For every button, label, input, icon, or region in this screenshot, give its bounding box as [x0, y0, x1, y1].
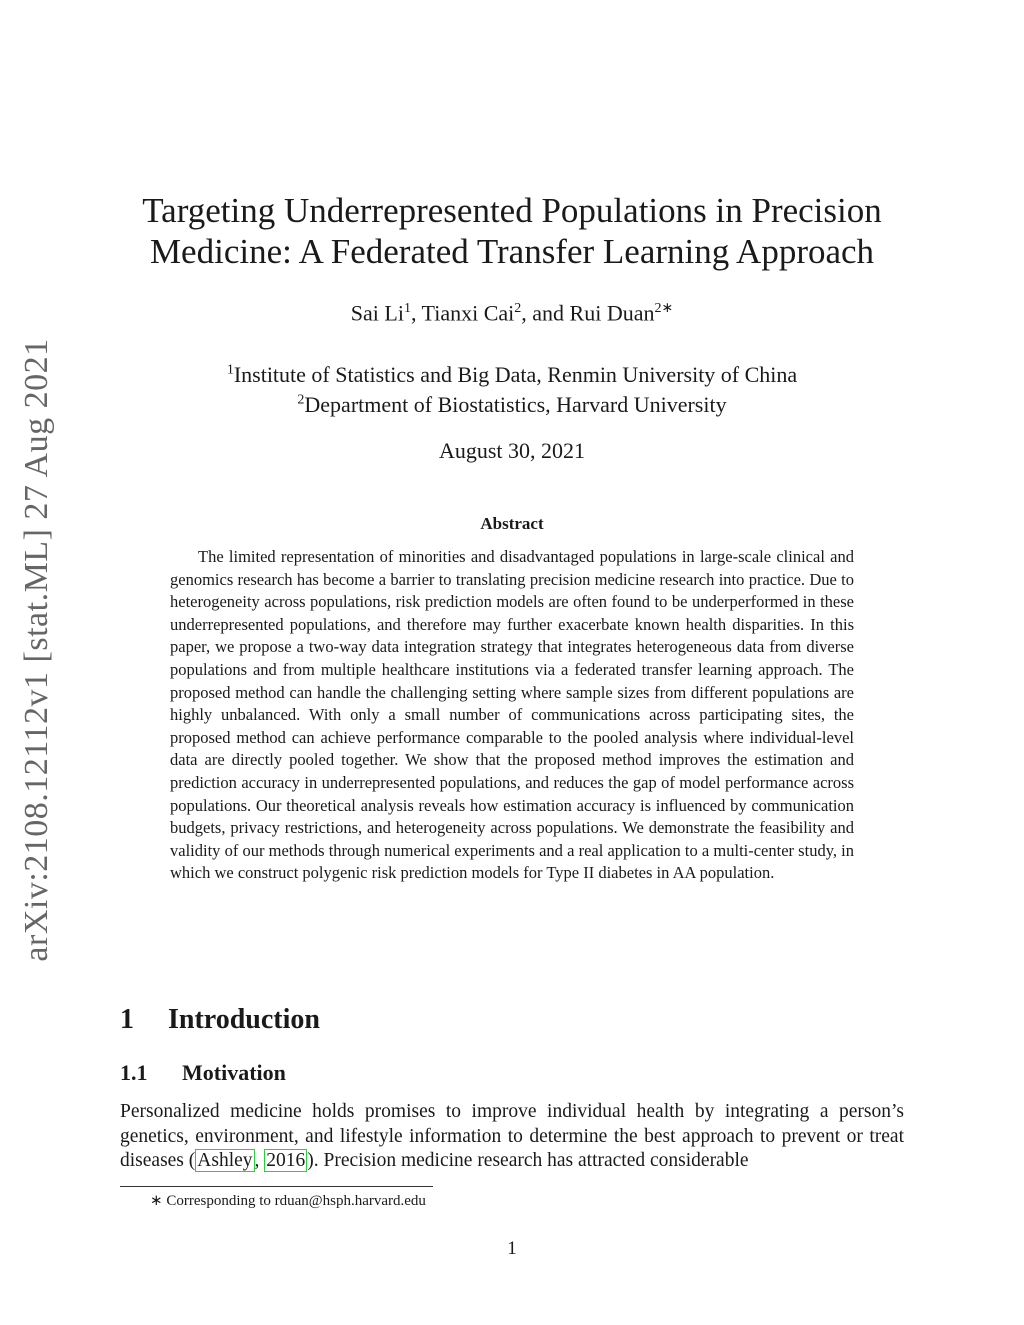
author-affiliation-mark: 2 — [514, 301, 522, 316]
footnote — [150, 1191, 426, 1210]
body-paragraph — [120, 1100, 904, 1174]
page-number: 1 — [507, 1238, 517, 1259]
author-name: Tianxi Cai — [421, 300, 515, 326]
paper-title-line1: Targeting Underrepresented Populations in Precision — [142, 191, 882, 230]
author-name: Sai Li — [350, 300, 404, 326]
author-name: Rui Duan — [569, 300, 655, 326]
publication-date: August 30, 2021 — [438, 438, 586, 463]
affiliation-text: Department of Biostatistics, Harvard University — [304, 392, 727, 417]
subsection-title: Motivation — [182, 1060, 286, 1085]
subsection-heading — [120, 1060, 286, 1086]
subsection-number: 1.1 — [120, 1060, 148, 1085]
abstract-heading: Abstract — [480, 514, 544, 533]
arxiv-identifier-stamp: arXiv:2108.12112v1 [stat.ML] 27 Aug 2021 — [18, 338, 55, 962]
footnote-marker: ∗ — [150, 1193, 163, 1209]
author-connector: and — [532, 300, 565, 326]
section-number: 1 — [120, 1004, 134, 1035]
citation-separator: , — [254, 1150, 265, 1171]
body-text-after-citation: ). Precision medicine research has attracted considerable — [307, 1150, 749, 1171]
paper-title-line2: Medicine: A Federated Transfer Learning Approach — [149, 232, 875, 271]
paper-title — [100, 190, 924, 272]
author-affiliation-mark: 2∗ — [654, 301, 674, 316]
footnote-divider — [120, 1186, 433, 1187]
body-text-before-citation: Personalized medicine holds promises to improve individual health by integrating a person’s genetics, environment, and lifestyle information to determine the best approach to prevent or treat diseases ( — [120, 1101, 904, 1171]
affiliation-1 — [100, 362, 924, 388]
author-list: Sai Li$^1$, Tianxi Cai$^2$, and Rui Duan$^{2∗}$ — [350, 300, 674, 326]
affiliation-mark: 1 — [226, 362, 234, 378]
section-heading — [120, 1004, 320, 1036]
author-affiliation-mark: 1 — [403, 301, 411, 316]
affiliation-text: Institute of Statistics and Big Data, Renmin University of China — [233, 362, 798, 387]
footnote-text: Corresponding to rduan@hsph.harvard.edu — [162, 1193, 426, 1209]
citation-author-link[interactable]: Ashley — [197, 1150, 253, 1171]
citation-year-link[interactable]: 2016 — [266, 1150, 306, 1171]
affiliation-mark: 2 — [297, 392, 305, 408]
abstract-body: The limited representation of minorities and disadvantaged populations in large-scale clinical and genomics research has become a barrier to translating precision medicine research into practice. Due to heterogeneity across populations, risk prediction models are often found to be underperformed in these underrepresented populations, and therefore may further exacerbate known health disparities. In this paper, we propose a two-way data integration strategy that integrates heterogeneous data from diverse populations and from multiple healthcare institutions via a federated transfer learning approach. The proposed method can handle the challenging setting where sample sizes from different populations are highly unbalanced. With only a small number of communications across participating sites, the proposed method can achieve performance comparable to the pooled analysis where individual-level data are directly pooled together. We show that the proposed method improves the estimation and prediction accuracy in underrepresented populations, and reduces the gap of model performance across populations. Our theoretical analysis reveals how estimation accuracy is influenced by communication budgets, privacy restrictions, and heterogeneity across populations. We demonstrate the feasibility and validity of our methods through numerical experiments and a real application to a multi-center study, in which we construct polygenic risk prediction models for Type II diabetes in AA population. — [170, 547, 854, 883]
section-title: Introduction — [168, 1004, 320, 1035]
affiliation-2 — [100, 392, 924, 418]
